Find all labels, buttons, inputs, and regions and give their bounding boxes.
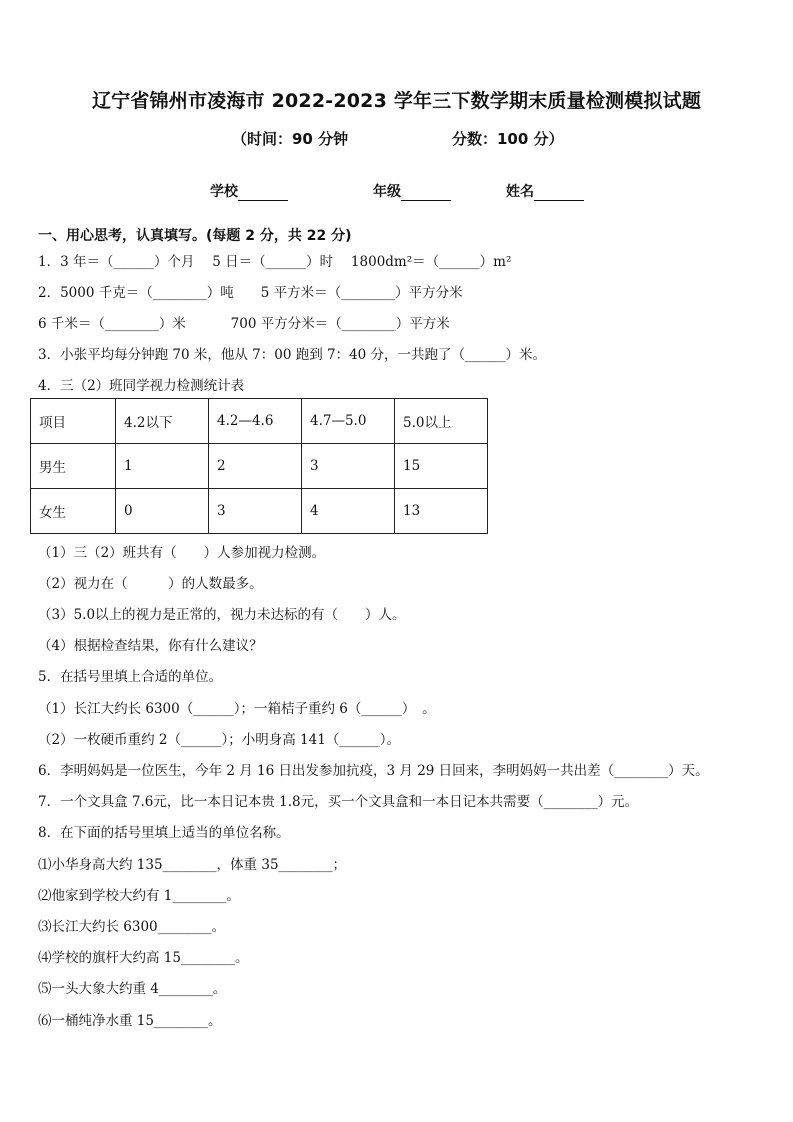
question-2a: 2．5000 千克＝（________）吨 5 平方米＝（________）平方分米 bbox=[38, 285, 463, 301]
table-cell: 男生 bbox=[31, 444, 116, 489]
section-heading: 一、用心思考，认真填写。(每题 2 分，共 22 分) bbox=[38, 228, 352, 244]
question-8-6: ⑹一桶纯净水重 15________。 bbox=[38, 1013, 222, 1029]
grade-blank[interactable] bbox=[401, 186, 451, 201]
question-5-1: （1）长江大约长 6300（______）；一箱桔子重约 6（______） 。 bbox=[38, 701, 436, 717]
question-8-4: ⑷学校的旗杆大约高 15________。 bbox=[38, 950, 249, 966]
question-2b: 6 千米＝（________）米 700 平方分米＝（________）平方米 bbox=[38, 316, 450, 332]
table-cell: 5.0以上 bbox=[395, 399, 488, 444]
question-4-title: 4．三（2）班同学视力检测统计表 bbox=[38, 378, 245, 394]
table-cell: 13 bbox=[395, 489, 488, 534]
question-6: 6．李明妈妈是一位医生，今年 2 月 16 日出发参加抗疫，3 月 29 日回来，李明妈妈一共出差（________）天。 bbox=[38, 763, 709, 779]
question-5-2: （2）一枚硬币重约 2（______）；小明身高 141（______）。 bbox=[38, 732, 401, 748]
vision-stats-table bbox=[30, 398, 488, 534]
table-row bbox=[31, 444, 488, 489]
table-cell: 女生 bbox=[31, 489, 116, 534]
question-8-3: ⑶长江大约长 6300________。 bbox=[38, 919, 226, 935]
grade-label: 年级 bbox=[373, 184, 401, 200]
table-cell: 0 bbox=[116, 489, 209, 534]
table-cell: 4 bbox=[302, 489, 395, 534]
exam-title: 辽宁省锦州市凌海市 2022-2023 学年三下数学期末质量检测模拟试题 bbox=[91, 90, 702, 112]
table-cell: 4.2—4.6 bbox=[209, 399, 302, 444]
name-blank[interactable] bbox=[534, 186, 584, 201]
question-8: 8．在下面的括号里填上适当的单位名称。 bbox=[38, 825, 290, 841]
school-label: 学校 bbox=[210, 184, 238, 200]
question-4-4: （4）根据检查结果，你有什么建议？ bbox=[38, 638, 263, 654]
question-8-2: ⑵他家到学校大约有 1________。 bbox=[38, 888, 240, 904]
table-cell: 4.7—5.0 bbox=[302, 399, 395, 444]
school-field bbox=[210, 181, 288, 201]
table-row bbox=[31, 489, 488, 534]
question-3: 3．小张平均每分钟跑 70 米，他从 7：00 跑到 7：40 分，一共跑了（______）米。 bbox=[38, 347, 547, 363]
question-8-1: ⑴小华身高大约 135________，体重 35________； bbox=[38, 857, 347, 873]
school-blank[interactable] bbox=[238, 186, 288, 201]
question-4-1: （1）三（2）班共有（ ）人参加视力检测。 bbox=[38, 545, 326, 561]
table-cell: 2 bbox=[209, 444, 302, 489]
question-7: 7．一个文具盒 7.6元，比一本日记本贵 1.8元，买一个文具盒和一本日记本共需要（________）元。 bbox=[38, 794, 639, 810]
question-8-5: ⑸一头大象大约重 4________。 bbox=[38, 981, 227, 997]
name-label: 姓名 bbox=[506, 184, 534, 200]
table-cell: 15 bbox=[395, 444, 488, 489]
exam-time: （时间：90 分钟 bbox=[232, 130, 349, 148]
table-cell: 项目 bbox=[31, 399, 116, 444]
question-4-3: （3）5.0以上的视力是正常的，视力未达标的有（ ）人。 bbox=[38, 607, 406, 623]
table-cell: 3 bbox=[302, 444, 395, 489]
exam-score: 分数：100 分） bbox=[452, 130, 564, 148]
question-5: 5．在括号里填上合适的单位。 bbox=[38, 669, 223, 685]
question-4-2: （2）视力在（ ）的人数最多。 bbox=[38, 576, 263, 592]
name-field bbox=[506, 181, 584, 201]
table-row bbox=[31, 399, 488, 444]
table-cell: 4.2以下 bbox=[116, 399, 209, 444]
question-1: 1．3 年＝（______）个月 5 日＝（______）时 1800dm²＝（______）m² bbox=[38, 254, 512, 270]
table-cell: 1 bbox=[116, 444, 209, 489]
table-cell: 3 bbox=[209, 489, 302, 534]
grade-field bbox=[373, 181, 451, 201]
